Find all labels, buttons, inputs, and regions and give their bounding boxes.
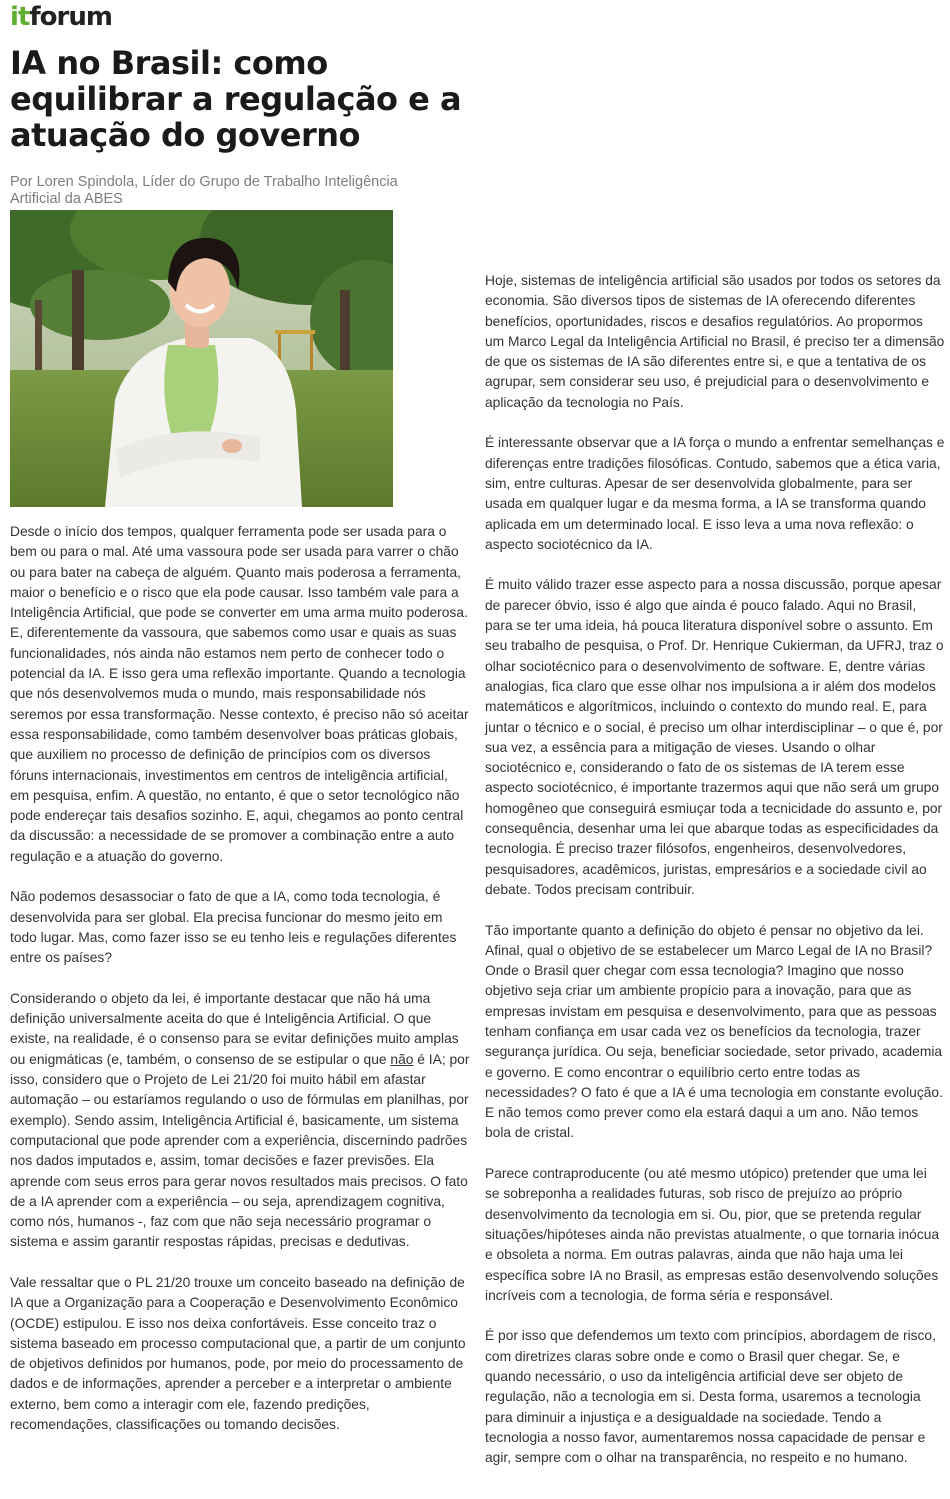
article-paragraph: Desde o início dos tempos, qualquer ferramenta pode ser usada para o bem ou para o mal. Até uma vassoura pode ser usada para varrer o chão ou para bater na cabeça de alguém. Quanto mais poderosa a ferramenta, maior o benefício e o risco que ela pode causar. Isso também vale para a Inteligência Artificial, que pode se converter em uma arma muito poderosa. E, diferentemente da vassoura, que sabemos como usar e quais as suas funcionalidades, nós ainda não estamos nem perto de conhecer todo o potencial da IA. E isso gera uma reflexão importante. Quando a tecnologia que nós desenvolvemos muda o mundo, mais responsabilidade nós seremos por essa transformação. Nesse contexto, é preciso não só aceitar essa responsabilidade, como também desenvolver boas práticas globais, que auxiliem no processo de definição de princípios com os diversos fóruns internacionais, investimentos em centros de inteligência artificial, em pesquisa, enfim. A questão, no entanto, é que o setor tecnológico não pode endereçar tais desafios sozinho. E, aqui, chegamos ao ponto central da discussão: a necessidade de se promover a combinação entre a auto regulação e a atuação do governo. — [10, 524, 469, 864]
article-paragraph: É muito válido trazer esse aspecto para a nossa discussão, porque apesar de parecer óbvio, isso é algo que ainda é pouco falado. Aqui no Brasil, para se ter uma ideia, há pouca literatura disponível sobre o assunto. Em seu trabalho de pesquisa, o Prof. Dr. Henrique Cukierman, da UFRJ, traz o olhar sociotécnico para o desenvolvimento de software. E, dentre várias analogias, fica claro que esse olhar nos impulsiona a ir além dos modelos matemáticos e algorítmicos, incluindo o contexto do mundo real. E, para juntar o técnico e o social, é preciso um olhar interdisciplinar – o que é, por sua vez, a essência para a mitigação de vieses. Usando o olhar sociotécnico e, considerando o fato de os sistemas de IA terem esse aspecto sociotécnico, é importante trazermos aqui que não será um grupo homogêneo que conseguirá esmiuçar toda a tecnicidade do assunto e, por consequência, desenhar uma lei que abarque todas as especificidades da tecnologia. É preciso trazer filósofos, engenheiros, desenvolvedores, pesquisadores, acadêmicos, juristas, empresários e a sociedade civil ao debate. Todos precisam contribuir. — [485, 577, 944, 897]
article-paragraph: Tão importante quanto a definição do objeto é pensar no objetivo da lei. Afinal, qual o objetivo de se estabelecer um Marco Legal de IA no Brasil? Onde o Brasil quer chegar com essa tecnologia? Imagino que nosso objetivo seja criar um ambiente propício para a inovação, para que as empresas invistam em pesquisa e desenvolvimento, para que as pessoas tenham confiança em usar cada vez os benefícios da tecnologia, trazer segurança jurídica. Ou seja, beneficiar sociedade, setor privado, academia e governo. E como encontrar o equilíbrio certo entre todas as necessidades? O fato é que a IA é uma tecnologia em constante evolução. E não temos como prever como ela estará daqui a um ano. Não temos bola de cristal. — [485, 922, 943, 1141]
article-paragraph: Hoje, sistemas de inteligência artificial são usados por todos os setores da economia. São diversos tipos de sistemas de IA oferecendo diferentes benefícios, oportunidades, riscos e desafios regulatórios. Ao propormos um Marco Legal da Inteligência Artificial no Brasil, é preciso ter a dimensão de que os sistemas de IA são diferentes entre si, e que a tentativa de os agrupar, sem considerar seu uso, é prejudicial para o desenvolvimento e aplicação da tecnologia no País. — [485, 273, 945, 410]
article-column-left — [10, 522, 470, 1456]
article-column-right — [485, 271, 945, 1489]
underlined-word: não — [390, 1051, 414, 1067]
logo-forum-text: forum — [29, 2, 112, 32]
article-paragraph-definition — [10, 989, 470, 1253]
paragraph-text: é IA; por isso, considero que o Projeto de Lei 21/20 foi muito hábil em afastar automação – ou estaríamos regulando o uso de fórmulas em planilhas, por exemplo). Sendo assim, Inteligência Artificial é, basicamente, um sistema computacional que pode aprender com a experiência, discernindo padrões nos dados imputados e, assim, tomar decisões e fazer previsões. Ela aprende com seus erros para gerar novos resultados mais precisos. O fato de a IA aprender com a experiência – ou seja, aprendizagem cognitiva, como nós, humanos -, faz com que não seja necessário programar o sistema e assim garantir respostas rápidas, precisas e dedutivas. — [10, 1051, 470, 1250]
site-logo[interactable] — [10, 3, 112, 31]
article-byline: Por Loren Spindola, Líder do Grupo de Trabalho Inteligência Artificial da ABES — [10, 174, 398, 207]
article-paragraph: Não podemos desassociar o fato de que a IA, como toda tecnologia, é desenvolvida para ser global. Ela precisa funcionar do mesmo jeito em todo lugar. Mas, como fazer isso se eu tenho leis e regulações diferentes entre os países? — [10, 889, 457, 966]
article-paragraph: Vale ressaltar que o PL 21/20 trouxe um conceito baseado na definição de IA que a Organização para a Cooperação e Desenvolvimento Econômico (OCDE) estipulou. E isso nos deixa confortáveis. Esse conceito traz o sistema baseado em processo computacional que, a partir de um conjunto de objetivos definidos por humanos, pode, por meio do processamento de dados e de informações, aprender a perceber e a interpretar o ambiente externo, bem como a interagir com ele, fazendo predições, recomendações, classificações ou tomando decisões. — [10, 1274, 466, 1433]
article-paragraph: É interessante observar que a IA força o mundo a enfrentar semelhanças e diferenças entre tradições filosóficas. Contudo, sabemos que a ética varia, sim, entre culturas. Apesar de ser desenvolvida globalmente, para ser usada em qualquer lugar e da mesma forma, a IA se transforma quando aplicada em um determinado local. E isso leva a uma nova reflexão: o aspecto sociotécnico da IA. — [485, 435, 945, 552]
article-paragraph: Parece contraproducente (ou até mesmo utópico) pretender que uma lei se sobreponha a realidades futuras, sob risco de prejuízo ao próprio desenvolvimento da tecnologia em si. Ou, pior, que se pretenda regular situações/hipóteses ainda não previstas atualmente, o que tornaria inócua e obsoleta a norma. Em outras palavras, ainda que não haja uma lei específica sobre IA no Brasil, as empresas estão desenvolvendo soluções incríveis com a tecnologia, de forma séria e responsável. — [485, 1166, 940, 1303]
article-paragraph: É por isso que defendemos um texto com princípios, abordagem de risco, com diretrizes claras sobre onde e como o Brasil quer chegar. Se, e quando necessário, o uso da inteligência artificial deve ser objeto de regulação, não a tecnologia em si. Desta forma, usaremos a tecnologia para diminuir a injustiça e a desigualdade na sociedade. Tendo a tecnologia a nosso favor, aumentaremos nossa capacidade de pensar e agir, sempre com o olhar na transparência, no respeito e no humano. — [485, 1328, 936, 1466]
logo-it-text: it — [10, 2, 30, 32]
paragraph-text: Considerando o objeto da lei, é importante destacar que não há uma definição universalmente aceita do que é Inteligência Artificial. O que existe, na realidade, é o consenso para se evitar definições muito amplas ou enigmáticas (e, também, o consenso de se estipular o que — [10, 990, 459, 1067]
author-photo — [10, 210, 393, 507]
article-title: IA no Brasil: como equilibrar a regulação e a atuação do governo — [10, 44, 462, 154]
